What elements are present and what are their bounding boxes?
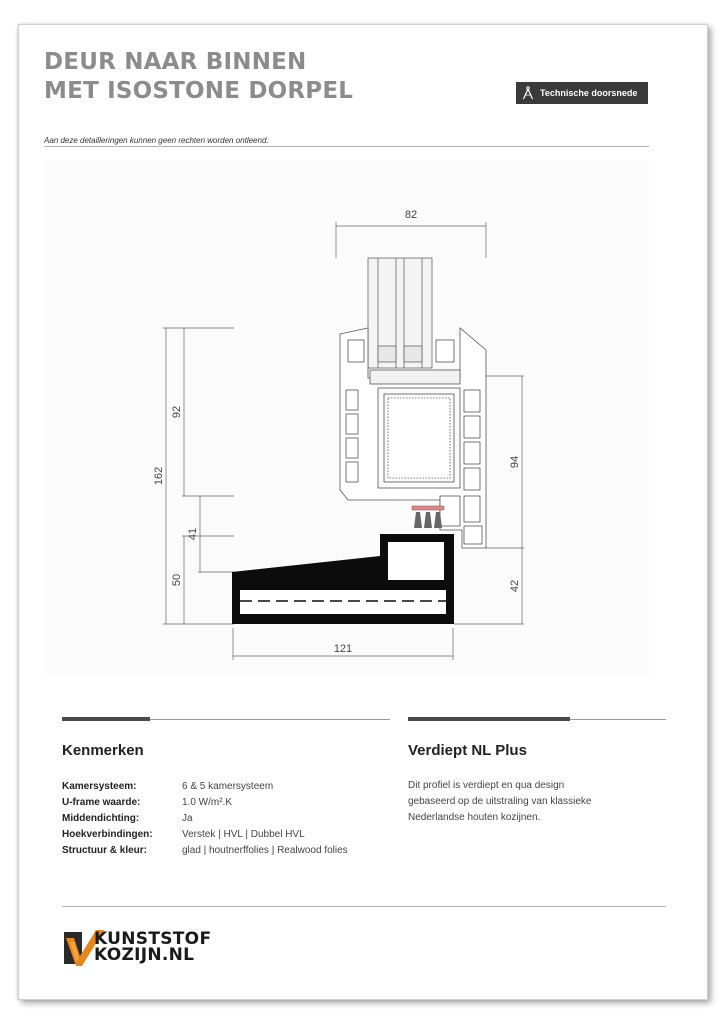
kenmerken-accent [62, 717, 150, 721]
logo-line-1: KUNSTSTOF [94, 929, 212, 949]
spec-value: glad | houtnerffolies | Realwood folies [182, 845, 348, 857]
dim-label-121: 121 [333, 643, 353, 655]
logo-wordmark [94, 931, 211, 963]
dim-label-82: 82 [404, 209, 418, 221]
dim-label-50: 50 [171, 573, 183, 587]
dim-label-94: 94 [509, 455, 521, 469]
description-line: gebaseerd op de uitstraling van klassieke [408, 796, 592, 808]
disclaimer: Aan deze detailleringen kunnen geen rechten worden ontleend. [44, 136, 269, 145]
kenmerken-divider [150, 719, 390, 720]
spec-table [62, 778, 348, 859]
header-divider [44, 146, 649, 147]
spec-value: Ja [182, 812, 193, 824]
description-line: Nederlandse houten kozijnen. [408, 812, 541, 824]
badge-label: Technische doorsnede [540, 88, 638, 98]
dim-label-162: 162 [153, 466, 165, 486]
spec-label: U-frame waarde: [62, 796, 141, 808]
spec-value: 1.0 W/m².K [182, 796, 233, 808]
spec-label: Hoekverbindingen: [62, 829, 153, 841]
logo-line-2: KOZIJN.NL [94, 945, 195, 965]
spec-value: Verstek | HVL | Dubbel HVL [182, 829, 305, 841]
verdiept-description [408, 778, 648, 827]
spec-row [62, 827, 348, 843]
dim-label-41: 41 [187, 527, 199, 541]
title-line-2: MET ISOSTONE DORPEL [44, 78, 354, 104]
spec-row [62, 794, 348, 810]
spec-label: Middendichting: [62, 812, 140, 824]
verdiept-accent [408, 717, 570, 721]
drawing-area [44, 160, 649, 675]
title-line-1: DEUR NAAR BINNEN [44, 49, 307, 75]
spec-value: 6 & 5 kamersysteem [182, 780, 274, 792]
verdiept-divider [570, 719, 666, 720]
compass-icon [522, 86, 534, 100]
spec-row [62, 778, 348, 794]
technical-section-badge [516, 82, 648, 104]
kunststof-kozijn-logo [62, 928, 232, 968]
page-title [44, 48, 353, 106]
spec-label: Structuur & kleur: [62, 845, 148, 857]
kenmerken-title: Kenmerken [62, 742, 144, 759]
footer-divider [62, 906, 666, 907]
spec-row [62, 843, 348, 859]
verdiept-title: Verdiept NL Plus [408, 742, 527, 759]
spec-row [62, 810, 348, 826]
dim-label-42: 42 [509, 579, 521, 593]
spec-label: Kamersysteem: [62, 780, 137, 792]
dim-label-92: 92 [171, 405, 183, 419]
description-line: Dit profiel is verdiept en qua design [408, 780, 565, 791]
